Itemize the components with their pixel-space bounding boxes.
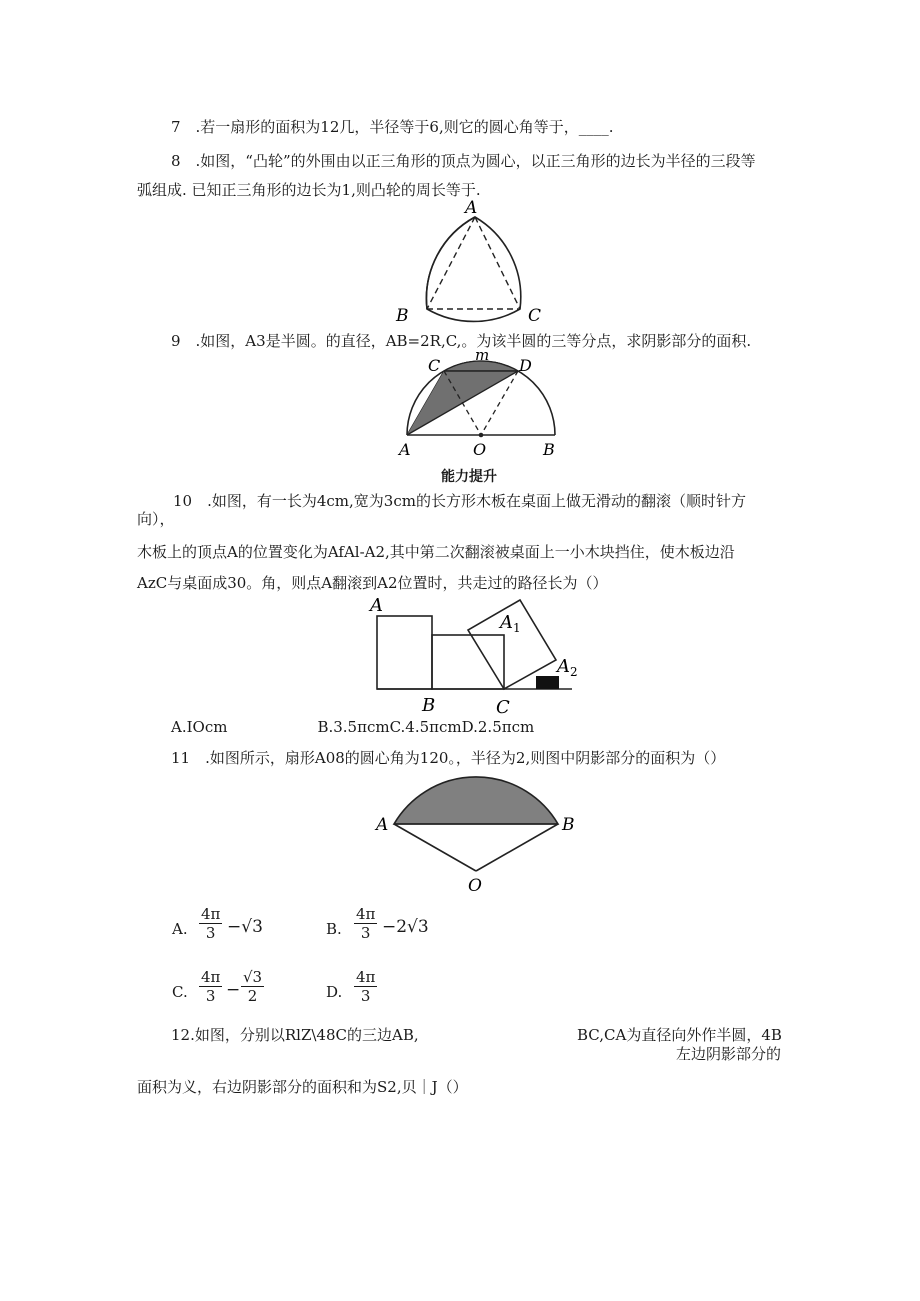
fig8-label-a: A <box>465 198 478 218</box>
question-7: 7 .若一扇形的面积为12几，半径等于6,则它的圆心角等于，____. <box>171 118 614 136</box>
fig8-label-c: C <box>528 306 542 326</box>
fig8-label-b: B <box>396 306 409 326</box>
question-10-line-3: 木板上的顶点A的位置变化为AfAl-A2,其中第二次翻滚被桌面上一小木块挡住，使木板边沿 <box>137 543 735 561</box>
fig9-label-c: C <box>428 356 441 375</box>
fig9-label-d: D <box>519 356 532 375</box>
q11-option-a-num: 4π <box>201 905 221 923</box>
q11-option-a-den: 3 <box>205 924 216 942</box>
question-11: 11 .如图所示，扇形A08的圆心角为120。，半径为2,则图中阴影部分的面积为（） <box>171 749 726 767</box>
question-9: 9 .如图，A3是半圆。的直径，AB=2R,C,。为该半圆的三等分点，求阴影部分的面积. <box>171 332 752 350</box>
figure-sector <box>370 765 590 900</box>
question-12-right-2: 左边阴影部分的 <box>676 1045 782 1063</box>
q11-option-b-fraction <box>354 905 377 942</box>
fig10-label-b: B <box>422 695 436 716</box>
figure-cam <box>380 195 560 330</box>
q11-option-c-letter: C. <box>172 983 188 1001</box>
question-12-right-1: BC,CA为直径向外作半圆，4B <box>577 1026 782 1044</box>
fig10-label-c: C <box>496 697 510 718</box>
q11-option-b-den: 3 <box>360 924 371 942</box>
fig10-label-a1: $A_1$ <box>500 612 521 635</box>
q11-option-b-letter: B. <box>326 920 342 938</box>
question-12-left: 12.如图，分别以RlZ\48C的三边AB, <box>171 1026 419 1044</box>
q11-option-b-tail: −2√3 <box>382 917 429 937</box>
q11-option-c-minus: − <box>226 980 241 1000</box>
fig9-label-o: O <box>473 440 487 459</box>
figure-rolling-board <box>360 590 590 720</box>
q11-option-a-tail: −√3 <box>227 917 263 937</box>
section-title: 能力提升 <box>441 469 497 485</box>
fig9-label-b: B <box>543 440 555 459</box>
question-12-line-3: 面积为义，右边阴影部分的面积和为S2,贝｜J（） <box>137 1078 468 1096</box>
fig11-label-a: A <box>376 815 389 835</box>
question-10-options: A.IOcm B.3.5πcmC.4.5πcmD.2.5πcm <box>171 718 535 736</box>
q11-option-c-den: 3 <box>205 987 216 1005</box>
q11-option-d-letter: D. <box>326 983 343 1001</box>
question-8-line-2: 弧组成. 已知正三角形的边长为1,则凸轮的周长等于. <box>137 181 481 199</box>
question-10-line-4: AzC与桌面成30。角，则点A翻滚到A2位置时，共走过的路径长为（） <box>137 574 608 592</box>
fig10-label-a: A <box>370 595 383 616</box>
q11-option-d-num: 4π <box>356 968 376 986</box>
fig11-label-b: B <box>562 815 575 835</box>
q11-option-a-letter: A. <box>172 920 188 938</box>
q11-option-d-fraction <box>354 968 377 1005</box>
fig10-label-a2: $A_2$ <box>557 656 578 679</box>
q11-option-c-fraction <box>199 968 222 1005</box>
fig9-label-a: A <box>399 440 411 459</box>
q11-option-c-tail-num: √3 <box>243 968 263 986</box>
q11-option-d-den: 3 <box>360 987 371 1005</box>
q11-option-c-tail-fraction <box>241 968 264 1005</box>
question-8-line-1: 8 .如图，“凸轮”的外围由以正三角形的顶点为圆心，以正三角形的边长为半径的三段等 <box>171 152 756 170</box>
question-10-line-2: 向）， <box>137 510 175 528</box>
fig11-label-o: O <box>468 876 482 896</box>
q11-option-c-tail-den: 2 <box>247 987 258 1005</box>
figure-semicircle <box>390 345 570 460</box>
q11-option-a-fraction <box>199 905 222 942</box>
fig9-label-m: m <box>475 346 490 364</box>
question-10-line-1: 10 .如图，有一长为4cm,宽为3cm的长方形木板在桌面上做无滑动的翻滚（顺时针方 <box>173 492 746 510</box>
q11-option-b-num: 4π <box>356 905 376 923</box>
q11-option-c-num: 4π <box>201 968 221 986</box>
